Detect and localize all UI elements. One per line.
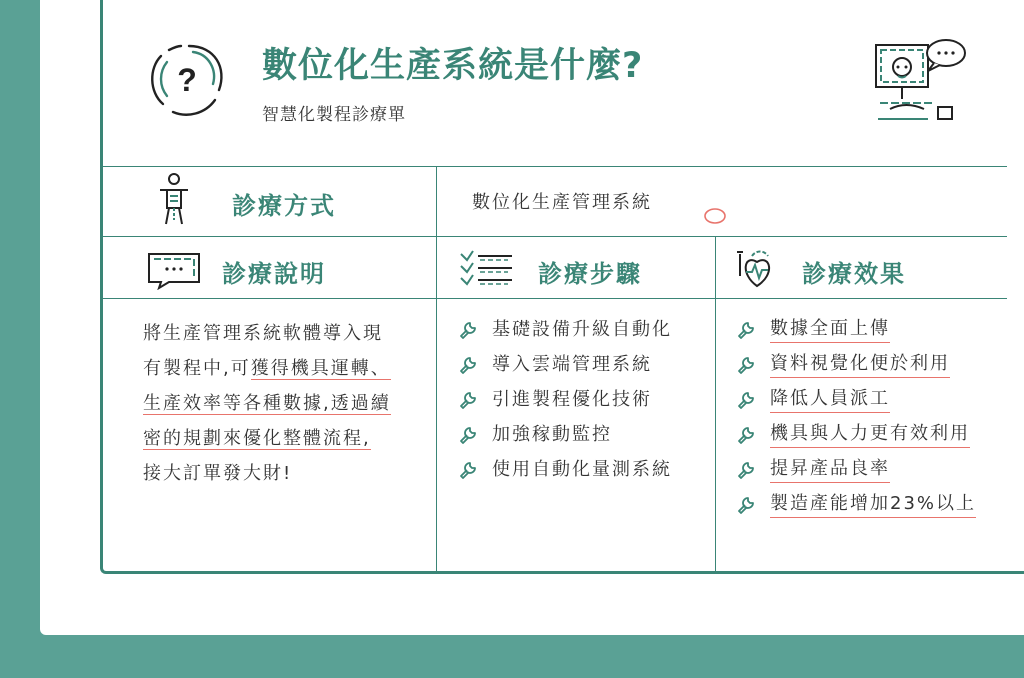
wrench-icon — [458, 390, 478, 410]
highlighted-text: 生產效率等各種數據, — [143, 393, 331, 414]
description-line: 接大訂單發大財! — [143, 463, 293, 484]
highlighted-text: 獲得機具運轉、 — [250, 358, 391, 379]
column-divider — [715, 236, 716, 572]
steps-label: 診療步驟 — [538, 260, 642, 288]
page-title: 數位化生產系統是什麼? — [262, 46, 644, 86]
list-item: 加強稼動監控 — [458, 417, 672, 452]
wrench-icon — [458, 425, 478, 445]
page-subtitle: 智慧化製程診療單 — [262, 105, 406, 125]
highlighted-text: 透過續 — [330, 393, 391, 414]
steps-list — [458, 312, 672, 487]
heart-rate-icon — [734, 246, 780, 290]
list-item: 提昇產品良率 — [736, 452, 976, 487]
robot-monitor-icon — [872, 37, 968, 125]
svg-text:?: ? — [177, 62, 197, 98]
chat-box-icon — [145, 248, 203, 290]
divider — [101, 236, 1007, 237]
checklist-icon — [458, 248, 516, 288]
list-item: 導入雲端管理系統 — [458, 347, 672, 382]
list-item: 基礎設備升級自動化 — [458, 312, 672, 347]
body-figure-icon — [158, 172, 190, 228]
list-item: 降低人員派工 — [736, 382, 976, 417]
wrench-icon — [736, 355, 756, 375]
divider — [101, 298, 1007, 299]
method-value: 數位化生產管理系統 — [472, 192, 652, 213]
list-item: 製造產能增加23%以上 — [736, 487, 976, 522]
column-divider — [436, 166, 437, 572]
highlighted-text: 密的規劃來優化整體流程, — [143, 428, 371, 449]
wrench-icon — [458, 460, 478, 480]
effects-label: 診療效果 — [802, 260, 906, 288]
wrench-icon — [736, 460, 756, 480]
method-label: 診療方式 — [232, 192, 336, 220]
list-item: 機具與人力更有效利用 — [736, 417, 976, 452]
wrench-icon — [736, 425, 756, 445]
circle-mark-icon — [703, 206, 727, 224]
wrench-icon — [458, 355, 478, 375]
divider — [101, 166, 1007, 167]
description-label: 診療說明 — [222, 260, 326, 288]
question-mark-icon — [145, 40, 229, 120]
wrench-icon — [736, 495, 756, 515]
effects-list — [736, 312, 976, 522]
description-text — [143, 316, 433, 491]
description-line: 將生產管理系統軟體導入現 — [143, 323, 383, 344]
wrench-icon — [736, 320, 756, 340]
wrench-icon — [458, 320, 478, 340]
wrench-icon — [736, 390, 756, 410]
list-item: 資料視覺化便於利用 — [736, 347, 976, 382]
list-item: 引進製程優化技術 — [458, 382, 672, 417]
list-item: 使用自動化量測系統 — [458, 452, 672, 487]
description-line: 有製程中,可 — [143, 358, 251, 379]
list-item: 數據全面上傳 — [736, 312, 976, 347]
